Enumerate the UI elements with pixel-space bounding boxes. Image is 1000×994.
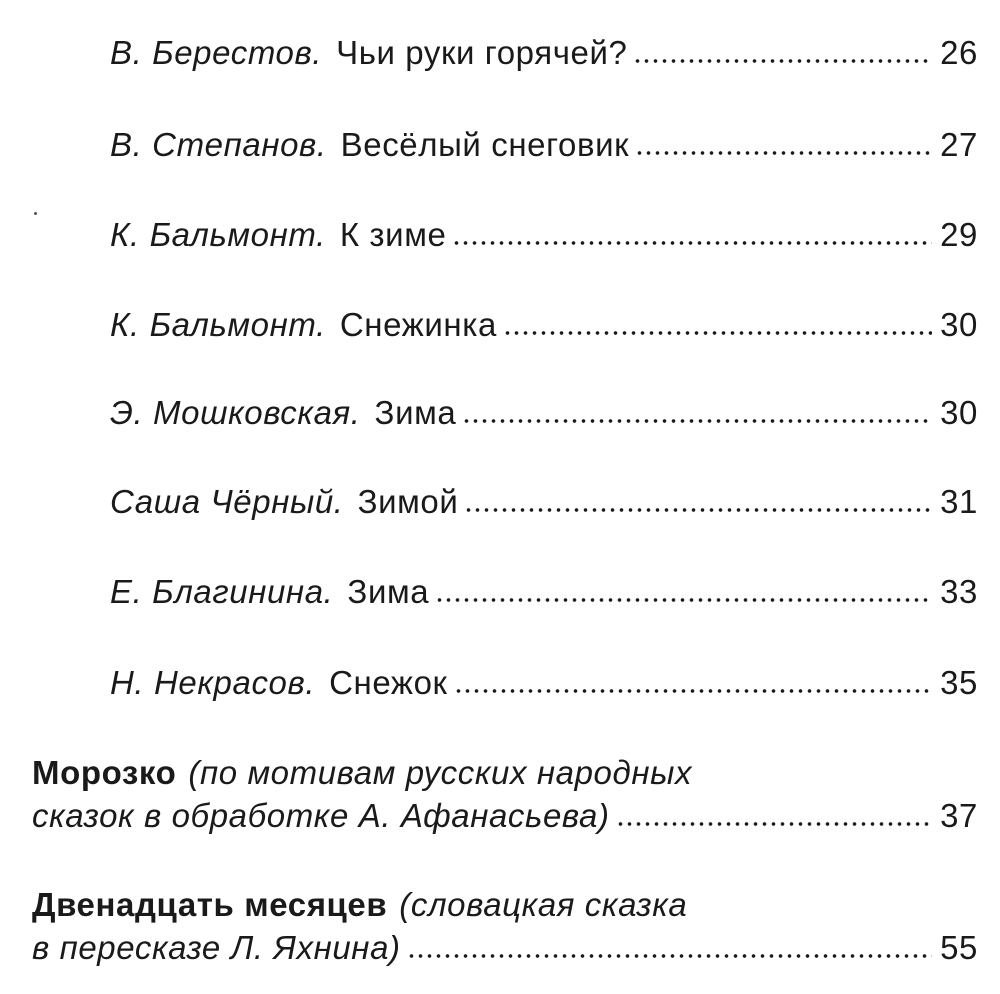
toc-tale-entry[interactable] bbox=[32, 888, 978, 964]
toc-entry[interactable] bbox=[110, 308, 978, 341]
entry-author: Саша Чёрный. bbox=[110, 483, 344, 520]
tale-note-line2: в пересказе Л. Яхнина) bbox=[32, 929, 401, 966]
entry-page-number: 29 bbox=[940, 216, 978, 253]
dot-leader bbox=[616, 821, 932, 827]
toc-entry[interactable] bbox=[110, 218, 978, 251]
toc-entry[interactable] bbox=[110, 485, 978, 518]
entry-page-number: 35 bbox=[940, 664, 978, 701]
entry-author: Н. Некрасов. bbox=[110, 664, 316, 701]
entry-title: Чьи руки горячей? bbox=[336, 34, 628, 71]
toc-entry[interactable] bbox=[110, 128, 978, 161]
toc-entry[interactable] bbox=[110, 666, 978, 699]
tale-second-line bbox=[32, 799, 978, 832]
entry-title: Зима bbox=[374, 394, 457, 431]
entry-title: К зиме bbox=[339, 216, 447, 253]
entry-author: Е. Благинина. bbox=[110, 573, 334, 610]
tale-note-line2: сказок в обработке А. Афанасьева) bbox=[32, 797, 610, 834]
tale-second-line bbox=[32, 931, 978, 964]
entry-page-number: 30 bbox=[940, 394, 978, 431]
dot-leader bbox=[454, 688, 932, 694]
toc-tale-entry[interactable] bbox=[32, 756, 978, 832]
tale-title: Двенадцать месяцев bbox=[32, 886, 388, 923]
entry-author: В. Берестов. bbox=[110, 34, 323, 71]
entry-page-number: 30 bbox=[940, 306, 978, 343]
tale-first-line bbox=[32, 888, 978, 921]
tale-note-line1: (словацкая сказка bbox=[399, 886, 688, 923]
tale-note-line1: (по мотивам русских народных bbox=[188, 754, 693, 791]
entry-title: Снежок bbox=[329, 664, 448, 701]
tale-page-number: 55 bbox=[940, 929, 978, 966]
dot-leader bbox=[435, 597, 932, 603]
entry-title: Зимой bbox=[357, 483, 459, 520]
dot-leader bbox=[464, 507, 932, 513]
dot-leader bbox=[503, 330, 932, 336]
entry-page-number: 26 bbox=[940, 34, 978, 71]
dot-leader bbox=[462, 418, 932, 424]
entry-page-number: 27 bbox=[940, 126, 978, 163]
entry-author: К. Бальмонт. bbox=[110, 216, 326, 253]
entry-page-number: 31 bbox=[940, 483, 978, 520]
toc-entry[interactable] bbox=[110, 575, 978, 608]
toc-entry[interactable] bbox=[110, 396, 978, 429]
stray-dot bbox=[34, 212, 37, 215]
tale-page-number: 37 bbox=[940, 797, 978, 834]
entry-title: Весёлый снеговик bbox=[340, 126, 630, 163]
dot-leader bbox=[452, 240, 932, 246]
dot-leader bbox=[633, 58, 932, 64]
toc-entry[interactable] bbox=[110, 36, 978, 69]
entry-author: Э. Мошковская. bbox=[110, 394, 361, 431]
tale-title: Морозко bbox=[32, 754, 177, 791]
entry-author: К. Бальмонт. bbox=[110, 306, 326, 343]
dot-leader bbox=[635, 150, 932, 156]
entry-page-number: 33 bbox=[940, 573, 978, 610]
tale-first-line bbox=[32, 756, 978, 789]
entry-title: Зима bbox=[347, 573, 430, 610]
entry-author: В. Степанов. bbox=[110, 126, 327, 163]
entry-title: Снежинка bbox=[339, 306, 497, 343]
dot-leader bbox=[407, 953, 932, 959]
